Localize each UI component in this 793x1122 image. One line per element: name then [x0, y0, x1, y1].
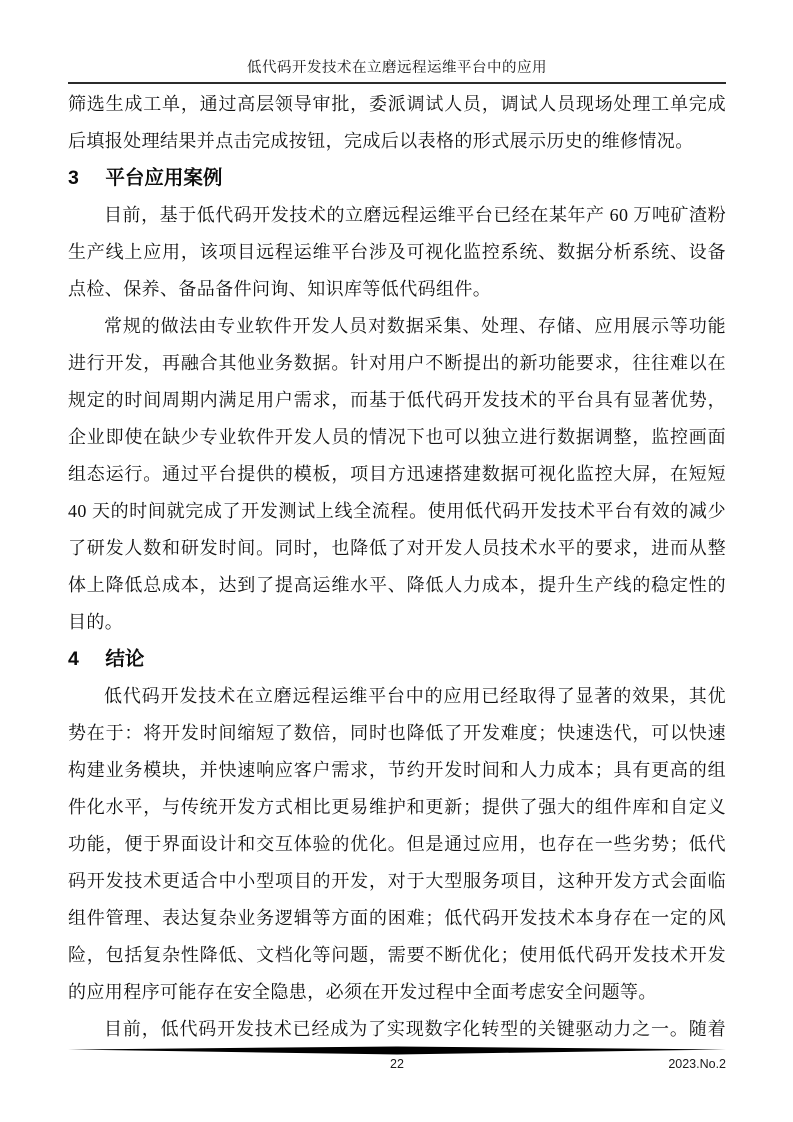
paragraph-cut-by-page: 目前，低代码开发技术已经成为了实现数字化转型的关键驱动力之一。随着	[104, 1019, 726, 1039]
footer-meta	[68, 1057, 726, 1077]
document-body	[68, 86, 726, 1048]
section-title: 结论	[105, 648, 145, 670]
section-number: 3	[68, 167, 79, 189]
header-rule	[68, 82, 726, 84]
paragraph: 低代码开发技术在立磨远程运维平台中的应用已经取得了显著的效果，其优势在于：将开发时间缩短了数倍，同时也降低了开发难度；快速迭代，可以快速构建业务模块，并快速响应客户需求，节约开发时间和人力成本；具有更高的组件化水平，与传统开发方式相比更易维护和更新；提供了强大的组件库和自定义功能，便于界面设计和交互体验的优化。但是通过应用，也存在一些劣势；低代码开发技术更适合中小型项目的开发，对于大型服务项目，这种开发方式会面临组件管理、表达复杂业务逻辑等方面的困难；低代码开发技术本身存在一定的风险，包括复杂性降低、文档化等问题，需要不断优化；使用低代码开发技术开发的应用程序可能存在安全隐患，必须在开发过程中全面考虑安全问题等。	[68, 686, 726, 1002]
section-title: 平台应用案例	[105, 167, 223, 189]
running-title: 低代码开发技术在立磨远程运维平台中的应用	[247, 60, 547, 76]
page-header	[68, 58, 726, 84]
paragraph: 目前，基于低代码开发技术的立磨远程运维平台已经在某年产 60 万吨矿渣粉生产线上应用，该项目远程运维平台涉及可视化监控系统、数据分析系统、设备点检、保养、备品备件问询、知识库等低代码组件。	[68, 205, 726, 299]
section-number: 4	[68, 648, 79, 670]
page-number: 22	[390, 1057, 404, 1071]
page-footer	[68, 1046, 726, 1077]
footer-lens-rule	[68, 1046, 726, 1055]
section-heading-conclusion	[68, 641, 726, 678]
issue-label: 2023.No.2	[668, 1057, 726, 1071]
section-heading-platform-cases	[68, 160, 726, 197]
paragraph-continued: 筛选生成工单，通过高层领导审批，委派调试人员，调试人员现场处理工单完成后填报处理结果并点击完成按钮，完成后以表格的形式展示历史的维修情况。	[68, 94, 726, 151]
paragraph: 常规的做法由专业软件开发人员对数据采集、处理、存储、应用展示等功能进行开发，再融合其他业务数据。针对用户不断提出的新功能要求，往往难以在规定的时间周期内满足用户需求，而基于低代码开发技术的平台具有显著优势，企业即使在缺少专业软件开发人员的情况下也可以独立进行数据调整，监控画面组态运行。通过平台提供的模板，项目方迅速搭建数据可视化监控大屏，在短短 40 天的时间就完成了开发测试上线全流程。使用低代码开发技术平台有效的减少了研发人数和研发时间。同时，也降低了对开发人员技术水平的要求，进而从整体上降低总成本，达到了提高运维水平、降低人力成本，提升生产线的稳定性的目的。	[68, 316, 726, 632]
